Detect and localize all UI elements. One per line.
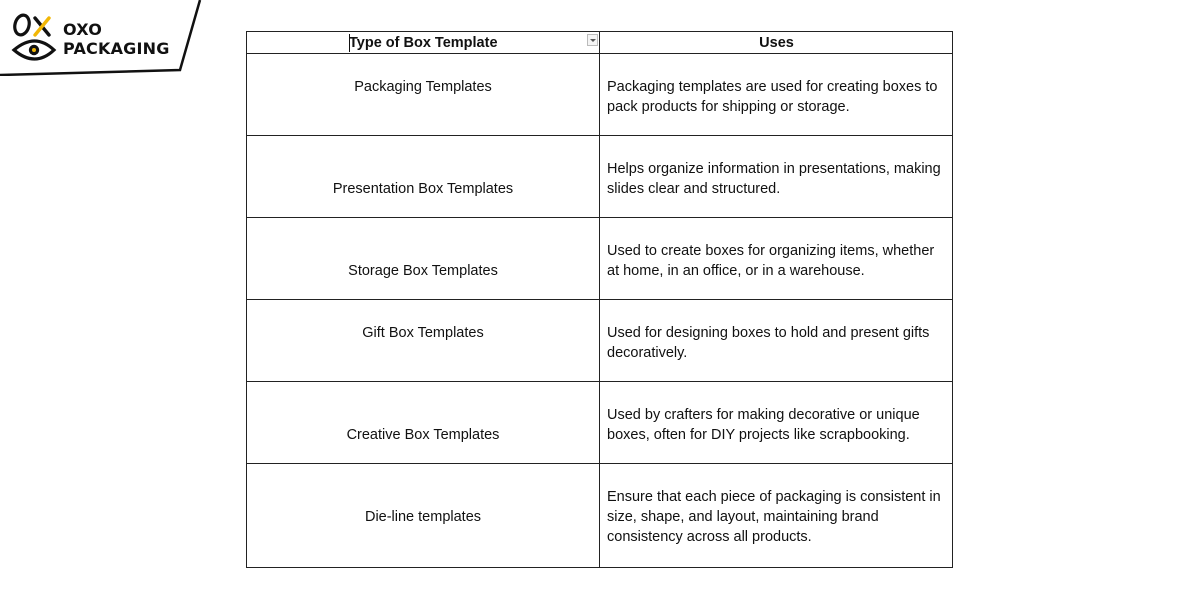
table-header-row: [247, 32, 952, 54]
type-cell[interactable]: [247, 464, 600, 567]
header-cell-uses[interactable]: [600, 32, 952, 53]
type-label: Gift Box Templates: [362, 325, 484, 341]
uses-text: Helps organize information in presentations, making slides clear and structured.: [607, 161, 941, 197]
table-row: [247, 464, 952, 567]
table-row: [247, 218, 952, 300]
type-cell[interactable]: [247, 218, 600, 299]
header-uses-label: Uses: [759, 35, 794, 51]
type-cell[interactable]: [247, 382, 600, 463]
table-row: [247, 382, 952, 464]
uses-cell[interactable]: [600, 300, 952, 381]
uses-text: Ensure that each piece of packaging is consistent in size, shape, and layout, maintaining brand consistency across all products.: [607, 489, 941, 545]
brand-name: [63, 20, 170, 58]
type-label: Storage Box Templates: [348, 263, 498, 279]
filter-dropdown-icon[interactable]: [587, 34, 598, 46]
uses-cell[interactable]: [600, 382, 952, 463]
uses-text: Packaging templates are used for creating boxes to pack products for shipping or storage.: [607, 79, 938, 115]
brand-banner: [0, 0, 205, 76]
uses-cell[interactable]: [600, 136, 952, 217]
uses-text: Used to create boxes for organizing items, whether at home, in an office, or in a warehouse.: [607, 243, 935, 279]
type-label: Creative Box Templates: [346, 427, 500, 443]
type-cell[interactable]: [247, 136, 600, 217]
table-row: [247, 136, 952, 218]
box-template-table: [246, 31, 953, 568]
table-row: [247, 300, 952, 382]
brand-line-1: OXO: [63, 20, 102, 39]
header-type-label: Type of Box Template: [349, 35, 498, 51]
type-label: Die-line templates: [364, 509, 482, 525]
brand-line-2: PACKAGING: [63, 39, 170, 58]
type-cell[interactable]: [247, 300, 600, 381]
uses-text: Used by crafters for making decorative or unique boxes, often for DIY projects like scrapbooking.: [607, 407, 920, 443]
type-cell[interactable]: [247, 54, 600, 135]
header-cell-type[interactable]: [247, 32, 600, 53]
uses-cell[interactable]: [600, 54, 952, 135]
uses-text: Used for designing boxes to hold and present gifts decoratively.: [607, 325, 930, 361]
oxo-logo-icon: [8, 10, 68, 70]
table-row: [247, 54, 952, 136]
uses-cell[interactable]: [600, 218, 952, 299]
uses-cell[interactable]: [600, 464, 952, 567]
type-label: Presentation Box Templates: [332, 181, 514, 197]
type-label: Packaging Templates: [354, 79, 492, 95]
